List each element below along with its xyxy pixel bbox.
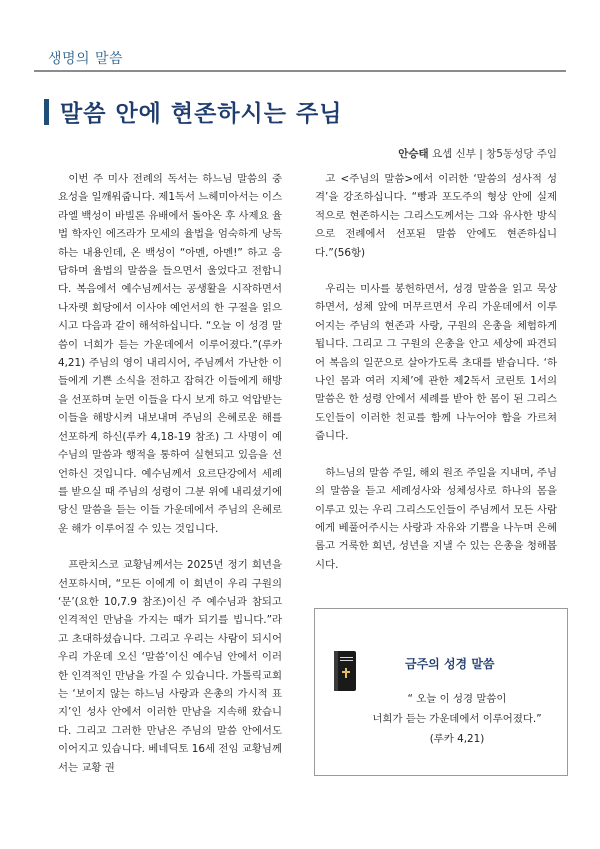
article-column-right bbox=[315, 170, 557, 574]
section-divider bbox=[34, 70, 566, 72]
article-paragraph: 고 <주님의 말씀>에서 이러한 ‘말씀의 성사적 성격’을 강조하십니다. “빵과 포도주의 형상 안에 실제적으로 현존하시는 그리스도께서는 그와 유사한 방식으로 전례에서 선포된 말씀 안에도 현존하십니다.”(56항) bbox=[315, 173, 557, 259]
title-block bbox=[34, 95, 566, 135]
article-paragraph: 우리는 미사를 봉헌하면서, 성경 말씀을 읽고 묵상하면서, 성체 앞에 머무르면서 우리 가운데에서 이루어지는 주님의 현존과 사랑, 구원의 은총을 체험하게 됩니다. 그리고 그 구원의 은총을 안고 세상에 파견되어 복음의 일꾼으로 살아가도록 초대를 받습니다. ‘하나인 몸과 여러 지체’에 관한 제2독서 코린토 1서의 말씀은 한 성령 안에서 세례를 받아 한 몸이 된 그리스도인들이 이러한 친교를 함께 나누어야 함을 가르쳐 줍니다. bbox=[315, 283, 557, 443]
article-paragraph: 프란치스코 교황님께서는 2025년 정기 희년을 선포하시며, “모든 이에게 이 희년이 우리 구원의 ‘문’(요한 10,7.9 참조)이신 주 예수님과 참되고 인격적인 만남을 가지는 때가 되기를 빕니다.”라고 초대하셨습니다. 그리고 우리는 사람이 되시어 우리 가운데 오신 ‘말씀’이신 예수님 안에서 이러한 인격적인 만남을 가질 수 있습니다. 가톨릭교회는 ‘보이지 않는 하느님 사랑과 은총의 가시적 표지’인 성사 안에서 이러한 만남을 지속해 왔습니다. 그리고 그러한 만남은 주님의 말씀 안에서도 이어지고 있습니다. 베네딕토 16세 전임 교황님께서는 교황 권 bbox=[58, 559, 282, 774]
author-byline bbox=[398, 146, 557, 161]
weekly-verse-box bbox=[314, 608, 568, 776]
title-accent-bar bbox=[44, 99, 49, 125]
section-header bbox=[34, 40, 566, 70]
callout-quote bbox=[361, 689, 553, 749]
article-title: 말씀 안에 현존하시는 주님 bbox=[60, 101, 343, 127]
callout-title: 금주의 성경 말씀 bbox=[405, 657, 495, 671]
article-paragraph: 이번 주 미사 전례의 독서는 하느님 말씀의 중요성을 일깨워줍니다. 제1독서 느헤미아서는 이스라엘 백성이 바빌론 유배에서 돌아온 후 사제요 율법 학자인 에즈라가 모세의 율법을 엄숙하게 낭독하는 내용인데, 온 백성이 “아멘, 아멘!” 하고 응답하며 율법의 말씀을 들으면서 울었다고 전합니다. 복음에서 예수님께서는 공생활을 시작하면서 나자렛 회당에서 이사야 예언서의 한 구절을 읽으시고 다음과 같이 해석하십니다. “오늘 이 성경 말씀이 너희가 듣는 가운데에서 이루어졌다.”(루카 4,21) 주님의 영이 내리시어, 주님께서 가난한 이들에게 기쁜 소식을 전하고 잡혀간 이들에게 해방을 선포하며 눈먼 이들을 다시 보게 하고 억압받는 이들을 해방시켜 내보내며 주님의 은혜로운 해를 선포하게 하신(루카 4,18-19 참조) 그 사명이 예수님의 말씀과 행적을 통하여 실현되고 있음을 선언하신 것입니다. 예수님께서 요르단강에서 세례를 받으실 때 주님의 성령이 그분 위에 내리셨기에 당신 말씀을 듣는 이들 가운데에서 주님의 은혜로운 해가 이루어질 수 있는 것입니다. bbox=[58, 173, 282, 535]
article-column-left bbox=[58, 170, 282, 777]
article-paragraph: 하느님의 말씀 주일, 해외 원조 주일을 지내며, 주님의 말씀을 듣고 세례성사와 성체성사로 하나의 몸을 이루고 있는 우리 그리스도인들이 주님께서 모든 사람에게 베풀어주시는 사랑과 자유와 기쁨을 나누며 은혜롭고 거룩한 희년, 성년을 지낼 수 있는 은총을 청해봅시다. bbox=[315, 466, 557, 571]
quote-reference: (루카 4,21) bbox=[429, 733, 485, 745]
holy-bible-icon bbox=[331, 649, 359, 693]
author-title: 요셉 신부 | 창5동성당 주임 bbox=[432, 148, 557, 160]
author-name: 안승태 bbox=[398, 148, 429, 160]
quote-line: 너희가 듣는 가운데에서 이루어졌다.” bbox=[372, 713, 542, 725]
quote-line: “ 오늘 이 성경 말씀이 bbox=[407, 693, 507, 705]
section-label: 생명의 말씀 bbox=[48, 51, 124, 67]
